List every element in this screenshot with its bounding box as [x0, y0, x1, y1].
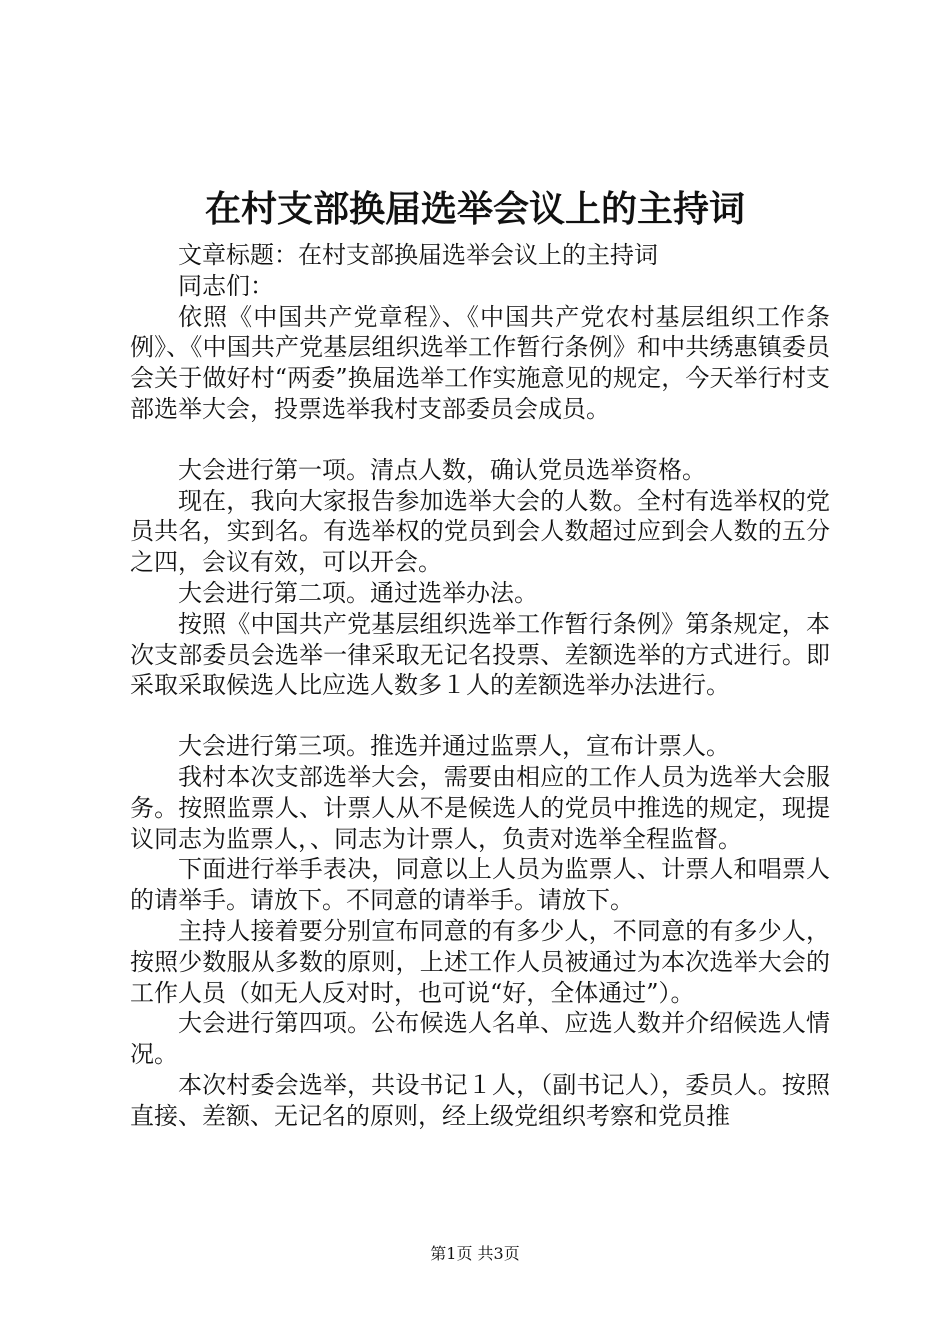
document-body	[130, 240, 830, 1132]
paragraph: 同志们：	[178, 271, 274, 300]
paragraph: 大会进行第四项。公布候选人名单、应选人数并介绍候选人情况。	[130, 1009, 830, 1069]
paragraph: 依照《中国共产党章程》、《中国共产党农村基层组织工作条例》、《中国共产党基层组织选举工作暂行条例》和中共绣惠镇委员会关于做好村“两委”换届选举工作实施意见的规定，今天举行村支部选举大会，投票选举我村支部委员会成员。	[130, 302, 830, 423]
paragraph: 文章标题：在村支部换届选举会议上的主持词	[178, 241, 658, 269]
paragraph: 下面进行举手表决，同意以上人员为监票人、计票人和唱票人的请举手。请放下。不同意的请举手。请放下。	[130, 855, 830, 915]
paragraph: 按照《中国共产党基层组织选举工作暂行条例》第条规定，本次支部委员会选举一律采取无记名投票、差额选举的方式进行。即采取采取候选人比应选人数多１人的差额选举办法进行。	[130, 609, 830, 700]
paragraph: 大会进行第三项。推选并通过监票人，宣布计票人。	[178, 732, 730, 761]
paragraph: 现在，我向大家报告参加选举大会的人数。全村有选举权的党员共名，实到名。有选举权的党员到会人数超过应到会人数的五分之四，会议有效，可以开会。	[130, 486, 830, 577]
paragraph: 本次村委会选举，共设书记１人，（副书记人），委员人。按照直接、差额、无记名的原则，经上级党组织考察和党员推	[130, 1070, 830, 1130]
page-number: 第1页 共3页	[430, 1244, 520, 1263]
paragraph: 主持人接着要分别宣布同意的有多少人，不同意的有多少人，按照少数服从多数的原则，上述工作人员被通过为本次选举大会的工作人员（如无人反对时，也可说“好，全体通过”）。	[130, 916, 830, 1007]
paragraph: 大会进行第二项。通过选举办法。	[178, 578, 538, 607]
paragraph: 大会进行第一项。清点人数，确认党员选举资格。	[178, 455, 706, 484]
document-title: 在村支部换届选举会议上的主持词	[204, 188, 745, 230]
paragraph: 我村本次支部选举大会，需要由相应的工作人员为选举大会服务。按照监票人、计票人从不是候选人的党员中推选的规定，现提议同志为监票人，、同志为计票人，负责对选举全程监督。	[130, 762, 830, 853]
